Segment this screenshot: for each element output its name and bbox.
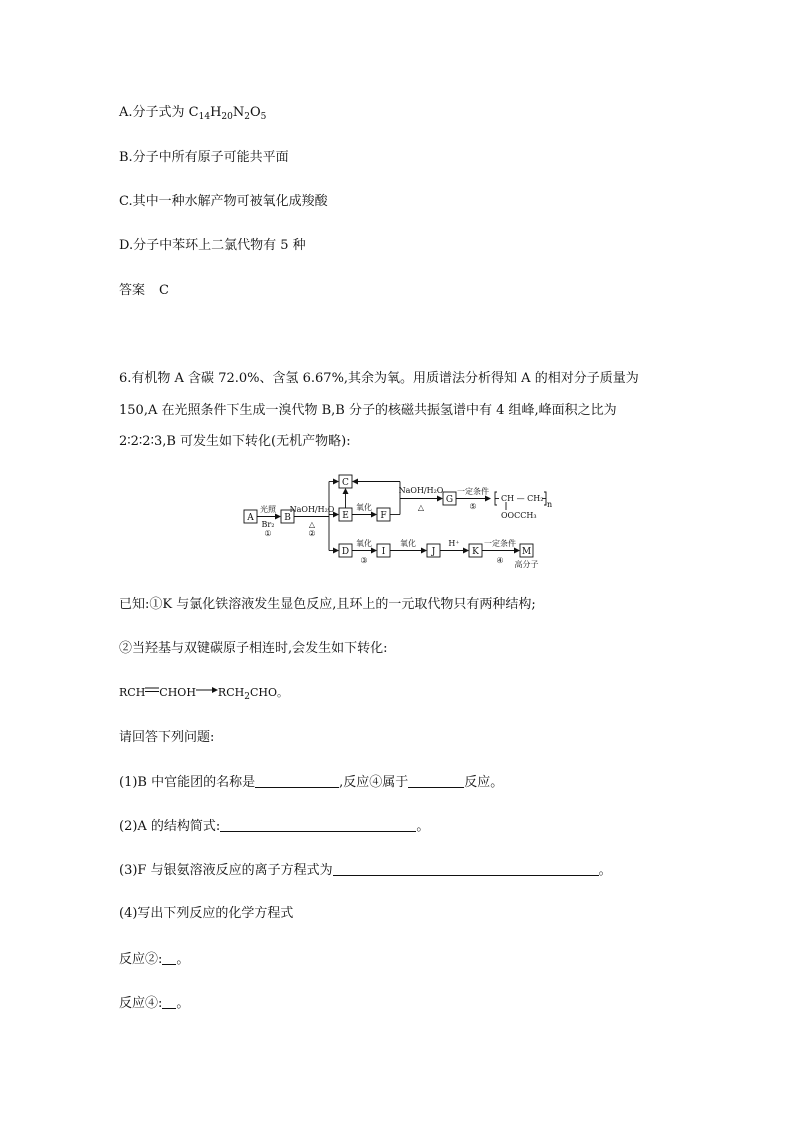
node-c — [339, 475, 352, 488]
node-e — [339, 508, 352, 521]
polymer-structure — [495, 492, 552, 520]
svg-text:A: A — [247, 513, 254, 523]
label-step2: ② — [308, 529, 316, 538]
known-line2: ②当羟基与双键碳原子相连时,会发生如下转化: — [119, 641, 388, 656]
label-heat2: △ — [417, 503, 425, 512]
svg-text:C: C — [342, 478, 349, 488]
label-heat1: △ — [308, 520, 316, 529]
svg-text:F: F — [380, 511, 387, 521]
svg-text:G: G — [445, 495, 454, 505]
label-oxid3: 氧化 — [400, 539, 416, 548]
node-d — [339, 544, 352, 557]
node-f — [377, 508, 390, 521]
question-4: (4)写出下列反应的化学方程式 — [119, 906, 294, 921]
label-step1: ① — [264, 529, 272, 538]
polymer-ester: OOCCH₃ — [501, 511, 537, 520]
node-k — [469, 544, 482, 557]
node-m — [520, 544, 533, 557]
option-d: D.分子中苯环上二氯代物有 5 种 — [119, 238, 306, 253]
svg-text:E: E — [342, 511, 349, 521]
label-cond4: 一定条件 — [484, 539, 516, 548]
polymer-chain: CH — CH₂ — [501, 494, 544, 503]
option-a: A.分子式为 $C_{14}H_{20}N_2O_5$ — [119, 105, 267, 122]
blank-ionic-equation[interactable] — [333, 862, 599, 876]
blank-reaction-type[interactable] — [408, 774, 464, 788]
label-oxid1: 氧化 — [356, 503, 372, 512]
node-g — [443, 492, 456, 505]
svg-text:J: J — [431, 547, 436, 557]
question-1: (1)B 中官能团的名称是 ,反应④属于 反应。 — [119, 775, 504, 790]
double-bond-icon — [145, 686, 159, 694]
known-equation: RCH CHOH $RCH_2CHO$。 — [119, 686, 288, 702]
label-br2: Br₂ — [261, 520, 275, 529]
option-c: C.其中一种水解产物可被氧化成羧酸 — [119, 194, 328, 209]
blank-structure-a[interactable] — [220, 818, 416, 832]
label-light: 光照 — [260, 505, 276, 514]
answer-value: C — [159, 283, 169, 298]
label-naoh2: NaOH/H₂O — [398, 486, 444, 495]
svg-text:M: M — [521, 547, 532, 557]
answer-label: 答案 — [119, 283, 146, 298]
reaction-2: 反应②: 。 — [119, 952, 190, 967]
label-step4: ④ — [496, 556, 504, 565]
label-cond5: 一定条件 — [457, 487, 489, 496]
node-j — [427, 544, 440, 557]
reaction-4: 反应④: 。 — [119, 996, 190, 1011]
blank-functional-group[interactable] — [255, 774, 339, 788]
option-b: B.分子中所有原子可能共平面 — [119, 150, 289, 165]
arrow-icon — [196, 686, 218, 694]
label-step3: ③ — [360, 556, 368, 565]
svg-text:D: D — [341, 547, 350, 557]
node-i — [377, 544, 390, 557]
question6-line2: 150,A 在光照条件下生成一溴代物 B,B 分子的核磁共振氢谱中有 4 组峰,峰面积之比为 — [119, 403, 617, 418]
blank-reaction-4[interactable] — [162, 995, 176, 1009]
blank-reaction-2[interactable] — [162, 951, 176, 965]
node-a — [244, 510, 257, 523]
known-line1: 已知:①K 与氯化铁溶液发生显色反应,且环上的一元取代物只有两种结构; — [119, 597, 536, 612]
svg-text:I: I — [381, 547, 386, 557]
prompt: 请回答下列问题: — [119, 730, 215, 745]
answer — [119, 283, 169, 299]
svg-text:K: K — [472, 547, 479, 557]
question-3: (3)F 与银氨溶液反应的离子方程式为 。 — [119, 863, 612, 878]
question6-line3: 2∶2∶2∶3,B 可发生如下转化(无机产物略): — [119, 434, 351, 449]
label-high-polymer: 高分子 — [514, 560, 539, 569]
label-step5: ⑤ — [469, 502, 477, 511]
polymer-n: n — [547, 500, 553, 509]
svg-text:B: B — [284, 513, 291, 523]
question6-line1: 6.有机物 A 含碳 72.0%、含氢 6.67%,其余为氧。用质谱法分析得知 A 的相对分子质量为 — [119, 371, 639, 386]
label-naoh1: NaOH/H₂O — [289, 505, 335, 514]
label-oxid2: 氧化 — [356, 539, 372, 548]
label-hplus: H⁺ — [448, 539, 460, 548]
reaction-scheme — [240, 472, 560, 572]
question-2: (2)A 的结构简式: 。 — [119, 819, 430, 834]
